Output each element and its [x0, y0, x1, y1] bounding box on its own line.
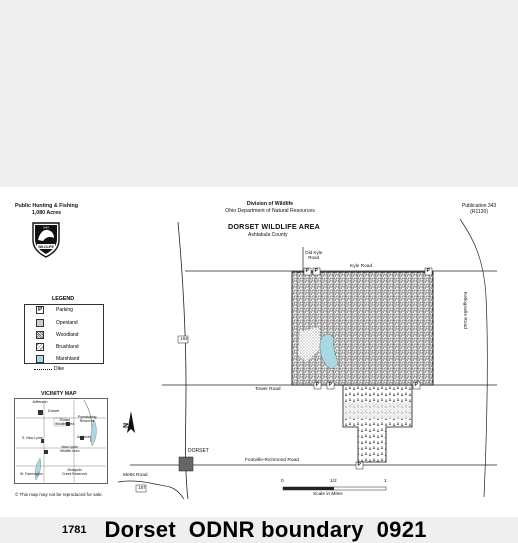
- map-caption: Dorset ODNR boundary 0921: [104, 517, 427, 542]
- vicinity-pymatuning: Pymatuning Reservoir: [78, 415, 97, 423]
- vicinity-dorset-area: Dorset Wildlife Area: [55, 418, 75, 426]
- legend-item-openland: Openland: [36, 319, 78, 327]
- woodland-swatch: [36, 331, 44, 339]
- parking-label: P: [328, 382, 332, 388]
- area-title: DORSET WILDLIFE AREA: [228, 222, 320, 231]
- header-left: Public Hunting & Fishing 1,080 Acres: [15, 203, 78, 216]
- brushland-area: [343, 385, 412, 462]
- scale-label: Scale in Miles: [313, 492, 343, 497]
- metts-road-line: [118, 481, 184, 499]
- vicinity-dorset: Dorset: [48, 409, 60, 413]
- footer-bar: [0, 517, 518, 543]
- vicinity-new-lyme: S. New Lyme: [22, 436, 43, 440]
- vicinity-jefferson: Jefferson: [32, 400, 48, 404]
- legend: [14, 294, 115, 377]
- vicinity-andover: Andover: [77, 435, 92, 439]
- parking-label: P: [305, 268, 309, 274]
- scale-zero: 0: [281, 479, 284, 484]
- parking-label: P: [414, 382, 418, 388]
- legend-title: LEGEND: [52, 296, 75, 302]
- parking-swatch: P: [37, 307, 42, 313]
- parking-label: P: [357, 462, 361, 468]
- parking-label: P: [426, 268, 430, 274]
- parking-label: P: [315, 382, 319, 388]
- header-center: Division of Wildlife Ohio Department of Natural Resources: [225, 201, 315, 214]
- parking-label: P: [314, 268, 318, 274]
- vicinity-new-lyme-area: New Lyme Wildlife Area: [60, 445, 80, 453]
- map-number: 1781: [62, 524, 87, 536]
- top-blank-area: [0, 0, 518, 187]
- legend-item-parking: P Parking: [37, 307, 73, 313]
- kellogsville-road-label: Kellogsville Road: [462, 292, 467, 329]
- kellogsville-road-line: [460, 219, 487, 497]
- openland-swatch: [36, 319, 44, 327]
- metts-road-label: Metts Road: [123, 473, 148, 478]
- vicinity-mosquito: Mosquito Creek Reservoir: [62, 468, 88, 476]
- svg-text:OHIO: OHIO: [42, 226, 50, 230]
- scale-one: 1: [384, 479, 387, 484]
- north-label: N: [123, 422, 131, 429]
- legend-item-brushland: Brushland: [36, 343, 79, 351]
- woodland-area-south: [343, 402, 412, 419]
- dike-swatch: [34, 369, 52, 370]
- copyright-note: © This map may not be reproduced for sale.: [15, 492, 103, 497]
- vicinity-title: VICINITY MAP: [41, 391, 77, 397]
- vicinity-farmington: W. Farmington: [20, 472, 43, 476]
- scale-half: 1/2: [330, 479, 337, 484]
- dorset-town-marker: [179, 457, 193, 471]
- legend-item-woodland: Woodland: [36, 331, 78, 339]
- old-kyle-road-label: Old Kyle Road: [305, 250, 323, 260]
- county-label: Ashtabula County: [248, 232, 288, 238]
- header-right: Publication 343 (R1120): [462, 203, 497, 215]
- tower-road-label: Tower Road: [255, 387, 281, 392]
- route-193-label: 193: [180, 336, 188, 341]
- marshland-swatch: [36, 355, 44, 363]
- legend-item-dike: Dike: [34, 366, 64, 372]
- route-167-label: 167: [138, 485, 146, 490]
- kyle-road-label: Kyle Road: [350, 264, 373, 269]
- svg-text:WILDLIFE: WILDLIFE: [38, 245, 54, 249]
- legend-item-marshland: Marshland: [36, 355, 79, 363]
- brushland-swatch: [36, 343, 44, 351]
- town-label: DORSET: [188, 448, 209, 454]
- footville-road-label: Footville-Richmond Road: [245, 458, 299, 463]
- map-sheet: [0, 187, 518, 517]
